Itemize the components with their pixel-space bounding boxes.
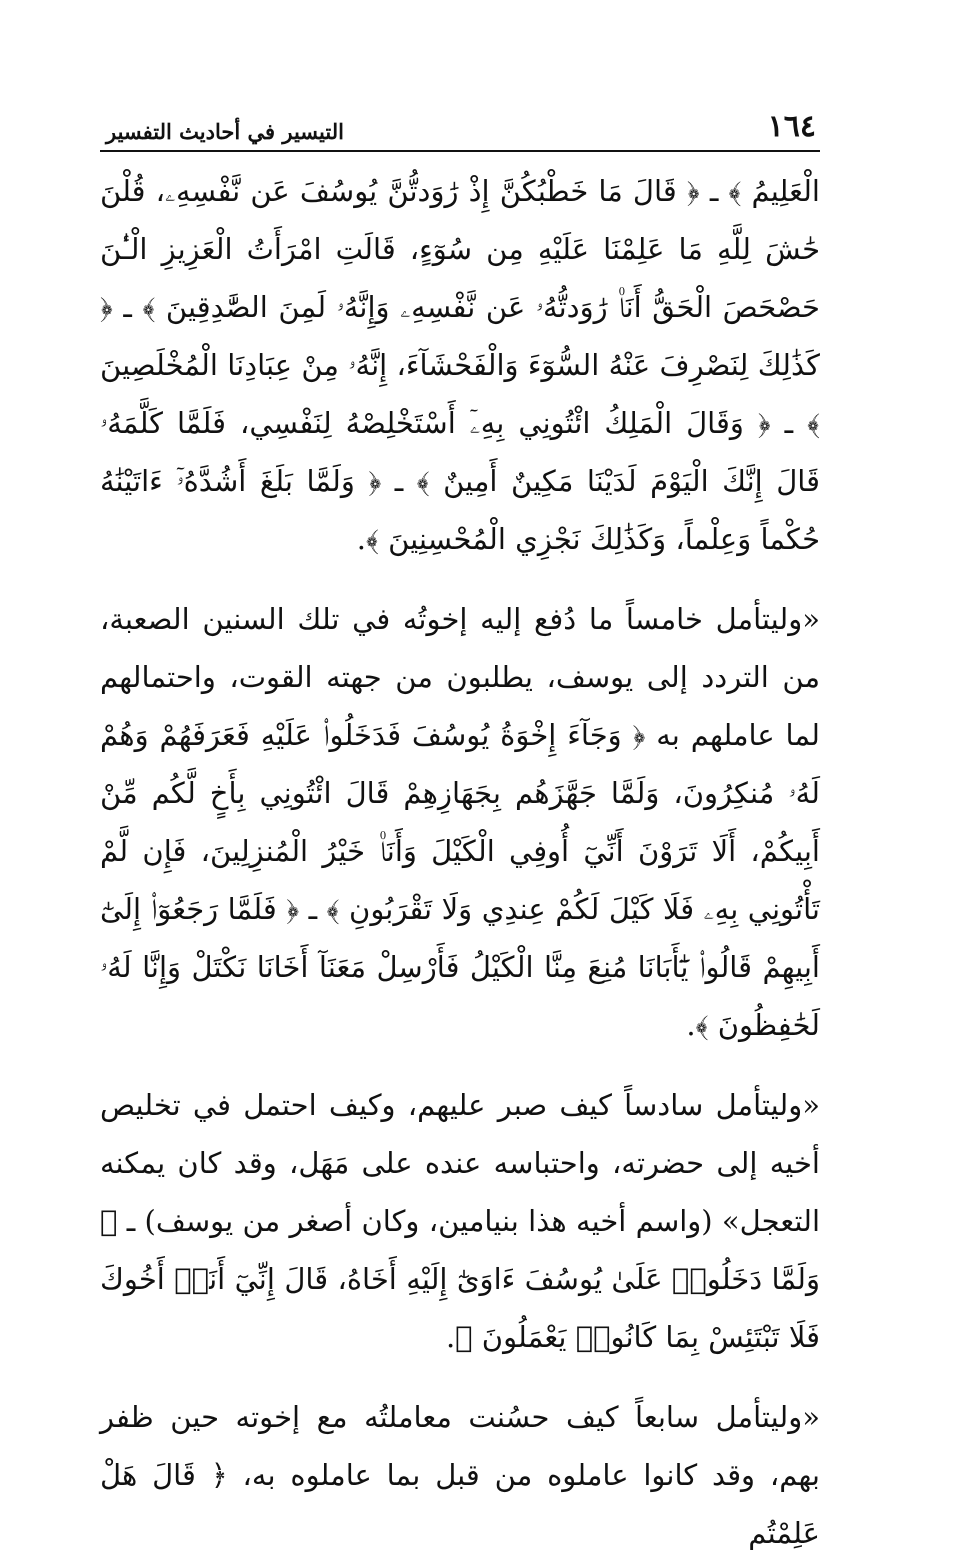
paragraph: الْعَلِيمُ ﴾ ـ ﴿ قَالَ مَا خَطْبُكُنَّ إِذْ رَٰوَدتُّنَّ يُوسُفَ عَن نَّفْسِهِۦ، قُلْنَ حَٰشَ لِلَّهِ مَا عَلِمْنَا عَلَيْهِ مِن سُوٓءٍ، قَالَتِ امْرَأَتُ الْعَزِيزِ الْـٰٔنَ حَصْحَصَ الْحَقُّ أَنَا۠ رَٰوَدتُّهُۥ عَن نَّفْسِهِۦ وَإِنَّهُۥ لَمِنَ الصَّٰدِقِينَ ﴾ ـ ﴿ كَذَٰلِكَ لِنَصْرِفَ عَنْهُ السُّوٓءَ وَالْفَحْشَآءَ، إِنَّهُۥ مِنْ عِبَادِنَا الْمُخْلَصِينَ ﴾ ـ ﴿ وَقَالَ الْمَلِكُ ائْتُونِي بِهِۦٓ أَسْتَخْلِصْهُ لِنَفْسِي، فَلَمَّا كَلَّمَهُۥ قَالَ إِنَّكَ الْيَوْمَ لَدَيْنَا مَكِينٌ أَمِينٌ ﴾ ـ ﴿ وَلَمَّا بَلَغَ أَشُدَّهُۥٓ ءَاتَيْنَٰهُ حُكْماً وَعِلْماً، وَكَذَٰلِكَ نَجْزِي الْمُحْسِنِينَ ﴾. [100, 174, 820, 556]
paragraph: «وليتأمل سادساً كيف صبر عليهم، وكيف احتمل في تخليص أخيه إلى حضرته، واحتباسه عنده على مَهَل، وقد كان يمكنه التعجل» (واسم أخيه هذا بنيامين، وكان أصغر من يوسف) ـ ﴿ وَلَمَّا دَخَلُوا۟ عَلَىٰ يُوسُفَ ءَاوَىٰٓ إِلَيْهِ أَخَاهُ، قَالَ إِنِّيٓ أَنَا۠ أَخُوكَ فَلَا تَبْتَئِسْ بِمَا كَانُوا۟ يَعْمَلُونَ ﴾. [100, 1088, 820, 1354]
book-page [100, 98, 820, 1562]
running-title: التيسير في أحاديث التفسير [106, 119, 344, 144]
page-header [100, 98, 820, 152]
paragraph: «وليتأمل سابعاً كيف حسُنت معاملتُه مع إخوته حين ظفر بهم، وقد كانوا عاملوه من قبل بما عاملوه به، ﴿ قَالَ هَلْ عَلِمْتُم [100, 1400, 820, 1550]
page-number: ١٦٤ [767, 109, 816, 144]
page-body [100, 162, 820, 1562]
paragraph: «وليتأمل خامساً ما دُفع إليه إخوتُه في تلك السنين الصعبة، من التردد إلى يوسف، يطلبون من جهته القوت، واحتمالهم لما عاملهم به ﴿ وَجَآءَ إِخْوَةُ يُوسُفَ فَدَخَلُوا۟ عَلَيْهِ فَعَرَفَهُمْ وَهُمْ لَهُۥ مُنكِرُونَ، وَلَمَّا جَهَّزَهُم بِجَهَازِهِمْ قَالَ ائْتُونِي بِأَخٍ لَّكُم مِّنْ أَبِيكُمْ، أَلَا تَرَوْنَ أَنِّيٓ أُوفِي الْكَيْلَ وَأَنَا۠ خَيْرُ الْمُنزِلِينَ، فَإِن لَّمْ تَأْتُونِي بِهِۦ فَلَا كَيْلَ لَكُمْ عِندِي وَلَا تَقْرَبُونِ ﴾ ـ ﴿ فَلَمَّا رَجَعُوٓا۟ إِلَىٰٓ أَبِيهِمْ قَالُوا۟ يَٰٓأَبَانَا مُنِعَ مِنَّا الْكَيْلُ فَأَرْسِلْ مَعَنَآ أَخَانَا نَكْتَلْ وَإِنَّا لَهُۥ لَحَٰفِظُونَ ﴾. [100, 602, 820, 1042]
